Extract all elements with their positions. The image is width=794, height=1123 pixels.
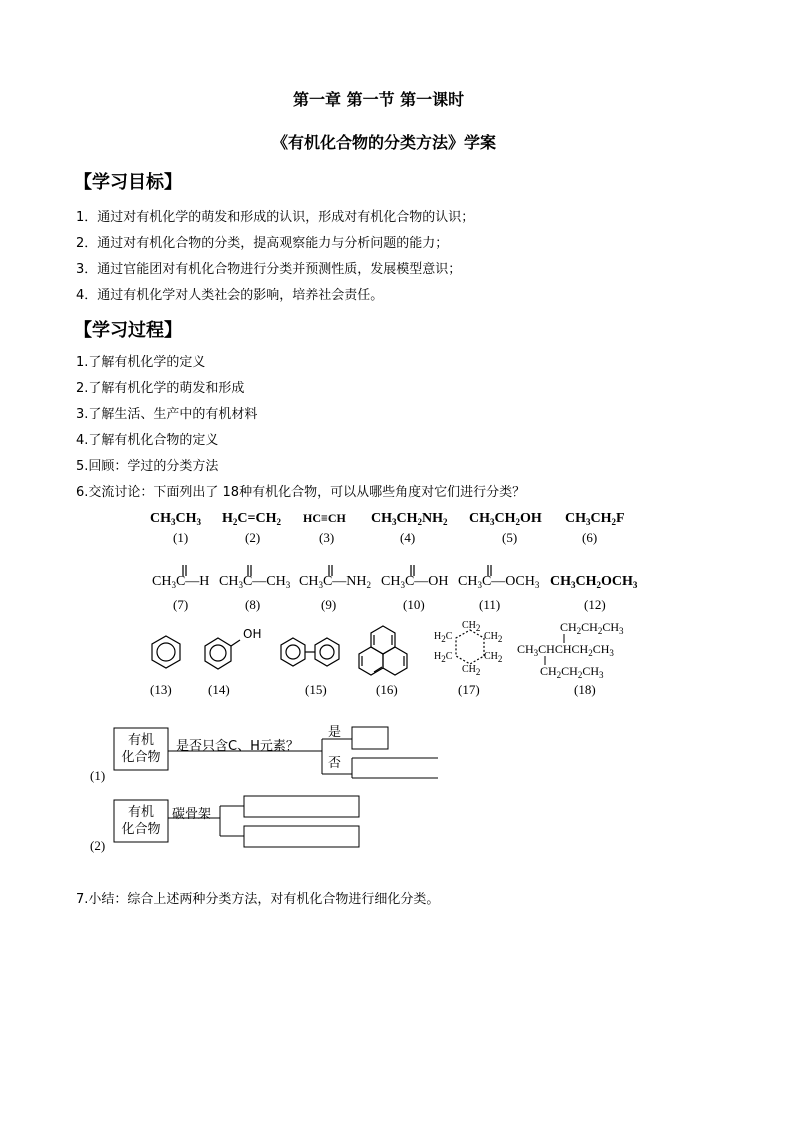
formula-ethene: $H_2C=CH_2$ <box>222 511 281 527</box>
formula-ethyne: HC≡CH <box>303 511 346 525</box>
diagram1-box-label: 有机 化合物 <box>121 733 161 765</box>
compound-number: (1) <box>173 530 189 545</box>
formula-acetamide: $CH_3C—NH_2$ <box>299 574 372 590</box>
compound-number: (4) <box>400 530 416 545</box>
diagram1-yes: 是 <box>328 725 342 740</box>
compound-number: (3) <box>319 530 335 545</box>
compound-number: (12) <box>584 597 606 612</box>
diagram2-question: 碳骨架 <box>172 807 212 822</box>
formula-acetone: $CH_3C—CH_3$ <box>219 574 291 590</box>
objective-item: 4．通过有机化学对人类社会的影响，培养社会责任。 <box>76 288 384 303</box>
compound-number: (6) <box>582 530 598 545</box>
compound-number: (16) <box>376 682 398 697</box>
objective-item: 3．通过官能团对有机化合物进行分类并预测性质，发展模型意识； <box>76 262 462 277</box>
objective-item: 2．通过对有机化合物的分类，提高观察能力与分析问题的能力； <box>76 236 449 251</box>
compound-number: (15) <box>305 682 327 697</box>
ring-ch2-label: $CH_2$ <box>462 620 481 633</box>
formula-methyl-ethyl-ether: $CH_3CH_2OCH_3$ <box>550 574 638 590</box>
formula-ethane: $CH_3CH_3$ <box>150 511 201 527</box>
objective-item: 1．通过对有机化学的萌发和形成的认识，形成对有机化合物的认识； <box>76 210 475 225</box>
ring-ch2-label: $CH_2$ <box>484 651 503 664</box>
branched-alkane-bottom: $CH_2CH_2CH_3$ <box>540 664 604 680</box>
compound-number: (17) <box>458 682 480 697</box>
diagram1-question: 是否只含C、H元素？ <box>176 739 299 754</box>
compound-number: (2) <box>245 530 261 545</box>
document-subtitle: 《有机化合物的分类方法》学案 <box>272 133 497 152</box>
objectives-heading: 【学习目标】 <box>74 172 182 193</box>
compound-number: (7) <box>173 597 189 612</box>
chapter-title: 第一章 第一节 第一课时 <box>293 90 465 109</box>
process-heading: 【学习过程】 <box>74 320 182 341</box>
compound-number: (11) <box>479 597 501 612</box>
formula-ethanol: $CH_3CH_2OH$ <box>469 511 542 527</box>
process-item: 3.了解生活、生产中的有机材料 <box>76 407 258 422</box>
compound-number: (8) <box>245 597 261 612</box>
compound-number: (18) <box>574 682 596 697</box>
process-item: 5.回顾：学过的分类方法 <box>76 459 219 474</box>
compound-number: (5) <box>502 530 518 545</box>
branched-alkane-main: $CH_3CHCHCH_2CH_3$ <box>517 642 614 658</box>
diagram2-label: (2) <box>90 838 106 853</box>
formula-acetaldehyde: $CH_3C—H$ <box>152 574 210 590</box>
diagram1-no: 否 <box>328 756 342 771</box>
diagram1-label: (1) <box>90 768 106 783</box>
formula-fluoroethane: $CH_3CH_2F$ <box>565 511 625 527</box>
compound-number: (14) <box>208 682 230 697</box>
ring-h2c-label: $H_2C$ <box>434 631 453 644</box>
answer-box-2b <box>244 826 359 847</box>
compound-number: (9) <box>321 597 337 612</box>
compound-number: (10) <box>403 597 425 612</box>
answer-box-2a <box>244 796 359 817</box>
formula-acetic-acid: $CH_3C—OH$ <box>381 574 449 590</box>
formula-methyl-acetate: $CH_3C—OCH_3$ <box>458 574 540 590</box>
process-item: 4.了解有机化合物的定义 <box>76 433 219 448</box>
diagram2-box-label: 有机 化合物 <box>121 805 161 837</box>
process-item: 2.了解有机化学的萌发和形成 <box>76 381 245 396</box>
process-item: 1.了解有机化学的定义 <box>76 355 206 370</box>
answer-box-yes <box>352 727 388 749</box>
process-item: 6.交流讨论：下面列出了 18种有机化合物，可以从哪些角度对它们进行分类？ <box>76 485 526 500</box>
compound-number: (13) <box>150 682 172 697</box>
summary-item: 7.小结：综合上述两种分类方法，对有机化合物进行细化分类。 <box>76 892 440 907</box>
branched-alkane-top: $CH_2CH_2CH_3$ <box>560 620 624 636</box>
ring-ch2-label: $CH_2$ <box>462 664 481 677</box>
phenol-oh-label: OH <box>243 627 262 641</box>
ring-ch2-label: $CH_2$ <box>484 631 503 644</box>
ring-h2c-label: $H_2C$ <box>434 651 453 664</box>
formula-ethylamine: $CH_3CH_2NH_2$ <box>371 511 448 527</box>
